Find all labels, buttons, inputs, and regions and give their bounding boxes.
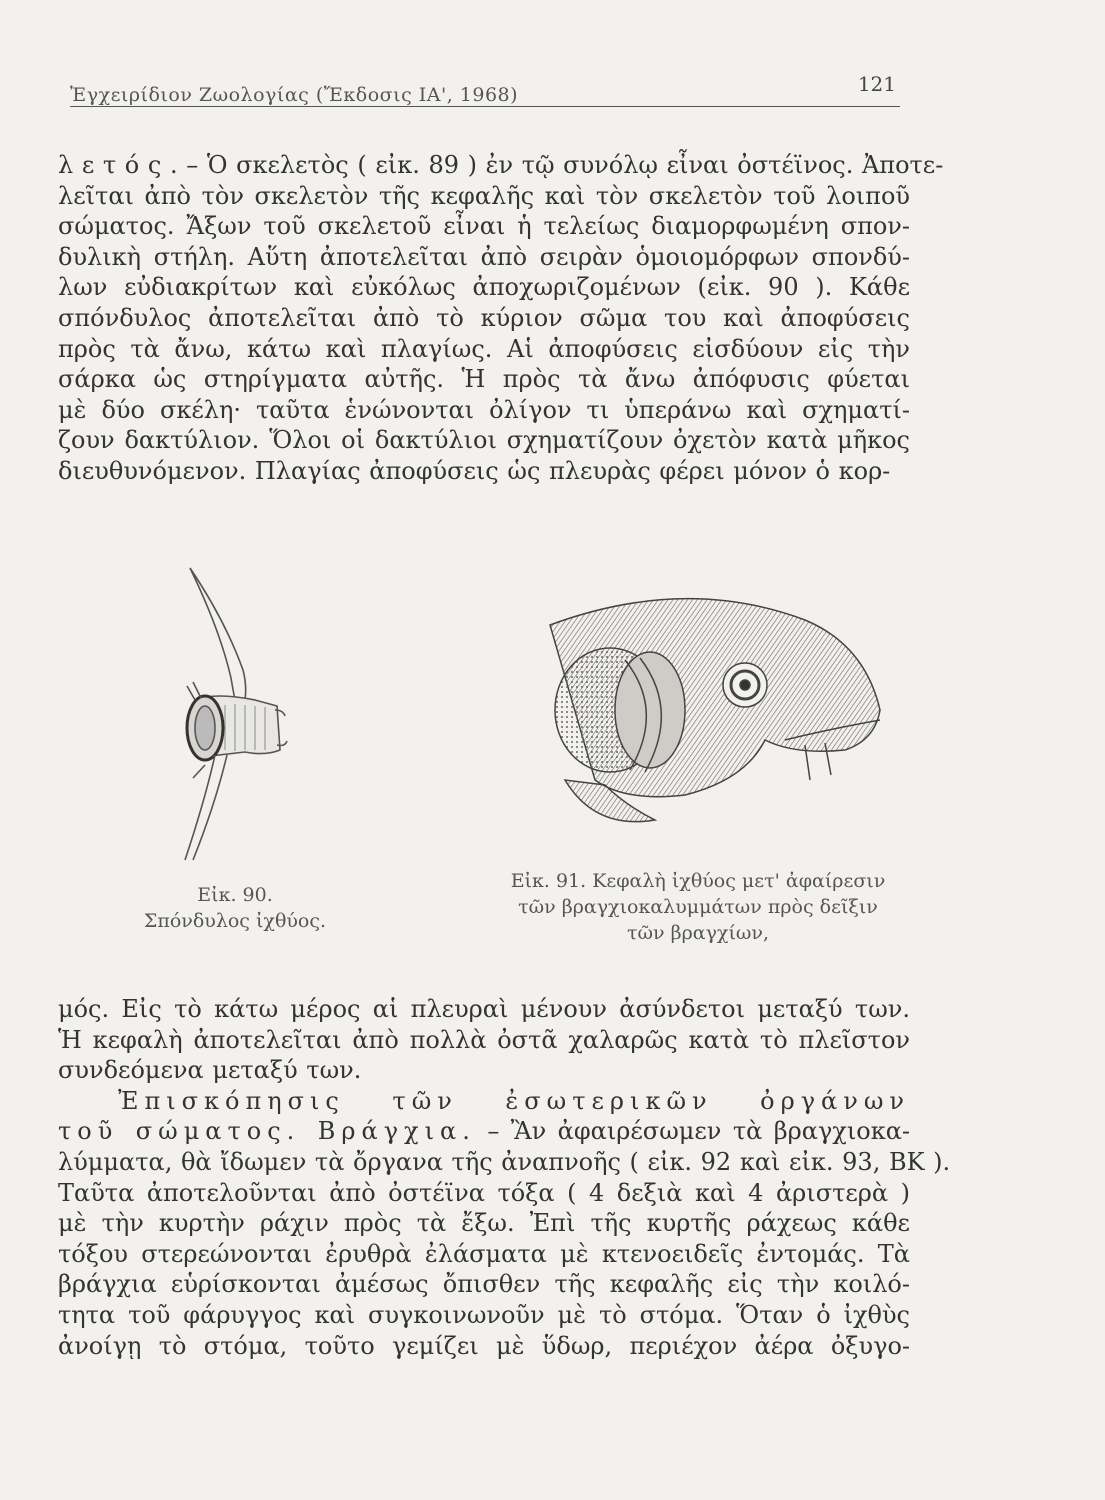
text-line: μός. Εἰς τὸ κάτω μέρος αἱ πλευραὶ μένουν ἀσύνδετοι μεταξύ των. [58, 995, 910, 1023]
text-line: τητα τοῦ φάρυγγος καὶ συγκοινωνοῦν μὲ τὸ στόμα. Ὅταν ὁ ἰχθὺς [58, 1300, 910, 1329]
book-title: Ἐγχειρίδιον Ζωολογίας (Ἔκδοσις ΙΑ', 1968) [70, 84, 519, 106]
text-line: μὲ τὴν κυρτὴν ράχιν πρὸς τὰ ἔξω. Ἐπὶ τῆς κυρτῆς ράχεως κάθε [58, 1209, 910, 1238]
text-line: πρὸς τὰ ἄνω, κάτω καὶ πλαγίως. Αἱ ἀποφύσεις εἰσδύουν εἰς τὴν [58, 334, 910, 363]
text-line: Ταῦτα ἀποτελοῦνται ἀπὸ ὀστέϊνα τόξα ( 4 δεξιὰ καὶ 4 ἀριστερὰ ) [58, 1178, 910, 1207]
text-line: διευθυνόμενον. Πλαγίας ἀποφύσεις ὡς πλευρὰς φέρει μόνον ὁ κορ- [58, 456, 891, 485]
caption-line: τῶν βραγχίων, [627, 922, 769, 944]
section-heading-line [58, 1116, 910, 1147]
vertebra-illustration [165, 560, 305, 865]
fish-head-illustration [535, 580, 890, 835]
text-line: σάρκα ὡς στηρίγματα αὐτῆς. Ἡ πρὸς τὰ ἄνω ἀπόφυσις φύεται [58, 365, 910, 394]
caption-line: Εἰκ. 90. [197, 884, 273, 906]
running-header [70, 72, 900, 107]
paragraph-gills [58, 994, 951, 1361]
text-line: λύμματα, θὰ ἴδωμεν τὰ ὄργανα τῆς ἀναπνοῆς ( εἰκ. 92 καὶ εἰκ. 93, ΒΚ ). [58, 1147, 951, 1176]
text-line: σώματος. Ἄξων τοῦ σκελετοῦ εἶναι ἡ τελείως διαμορφωμένη σπον- [58, 212, 910, 241]
figure-91-caption [488, 868, 908, 946]
text-line: σπόνδυλος ἀποτελεῖται ἀπὸ τὸ κύριον σῶμα του καὶ ἀποφύσεις [58, 303, 910, 332]
text-line: Ἡ κεφαλὴ ἀποτελεῖται ἀπὸ πολλὰ ὀστᾶ χαλαρῶς κατὰ τὸ πλεῖστον [58, 1025, 910, 1054]
figure-90-caption [140, 882, 330, 934]
page-number: 121 [857, 72, 896, 96]
text-fragment: – Ἂν ἀφαιρέσωμεν τὰ βραγχιοκα- [487, 1117, 911, 1146]
section-heading: Ἐπισκόπησις τῶν ἐσωτερικῶν ὀργάνων [118, 1086, 910, 1115]
text-line: βράγχια εὑρίσκονται ἀμέσως ὄπισθεν τῆς κεφαλῆς εἰς τὴν κοιλό- [58, 1270, 910, 1299]
text-line: λεῖται ἀπὸ τὸν σκελετὸν τῆς κεφαλῆς καὶ τὸν σκελετὸν τοῦ λοιποῦ [58, 181, 910, 210]
text-line: τόξου στερεώνονται ἐρυθρὰ ἐλάσματα μὲ κτενοειδεῖς ἐντομάς. Τὰ [58, 1239, 910, 1268]
text-line: λ ε τ ό ς . – Ὁ σκελετὸς ( εἰκ. 89 ) ἐν τῷ συνόλῳ εἶναι ὀστέϊνος. Ἀποτε- [58, 151, 944, 179]
caption-line: Εἰκ. 91. Κεφαλὴ ἰχθύος μετ' ἀφαίρεσιν [510, 870, 886, 892]
text-line: μὲ δύο σκέλη· ταῦτα ἑνώνονται ὀλίγον τι ὑπεράνω καὶ σχηματί- [58, 395, 910, 424]
paragraph-skeleton [58, 150, 944, 487]
caption-line: τῶν βραγχιοκαλυμμάτων πρὸς δεῖξιν [518, 896, 878, 918]
text-line: συνδεόμενα μεταξύ των. [58, 1056, 362, 1085]
caption-line: Σπόνδυλος ἰχθύος. [143, 910, 327, 932]
section-subheading: τοῦ σώματος. Βράγχια. [58, 1117, 476, 1146]
text-line: λων εὐδιακρίτων καὶ εὐκόλως ἀποχωριζομένων (εἰκ. 90 ). Κάθε [58, 273, 910, 302]
text-line: ζουν δακτύλιον. Ὅλοι οἱ δακτύλιοι σχηματίζουν ὀχετὸν κατὰ μῆκος [58, 426, 910, 455]
text-line: ἀνοίγῃ τὸ στόμα, τοῦτο γεμίζει μὲ ὕδωρ, περιέχον ἀέρα ὀξυγο- [58, 1331, 910, 1360]
text-line: δυλικὴ στήλη. Αὕτη ἀποτελεῖται ἀπὸ σειρὰν ὁμοιομόρφων σπονδύ- [58, 242, 910, 271]
